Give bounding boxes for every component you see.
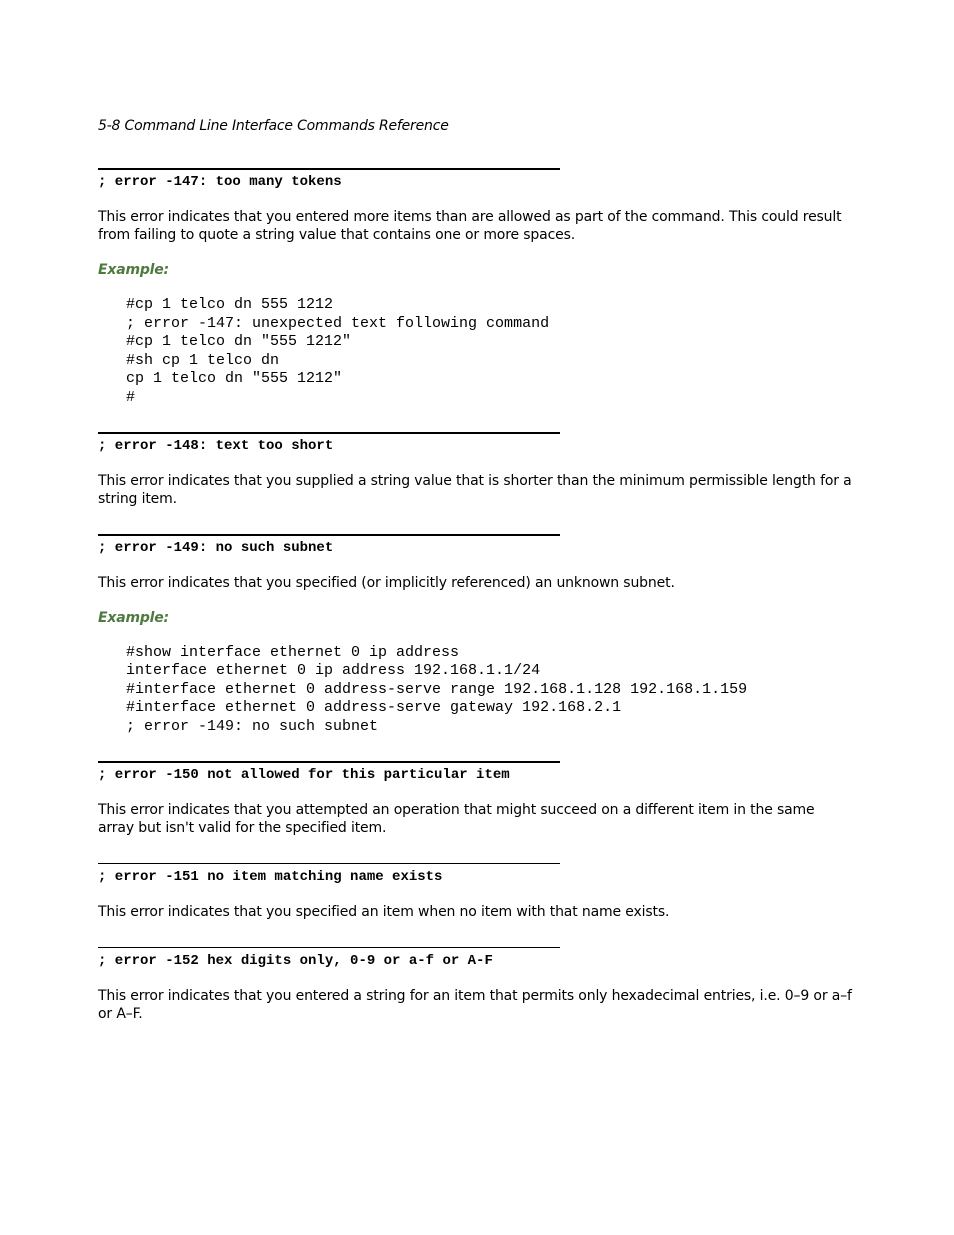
code-line: ; error -149: no such subnet <box>126 717 379 735</box>
error-description: This error indicates that you attempted an operation that might succeed on a different item in the same array but isn't valid for the specified item. <box>98 801 815 836</box>
error-description: This error indicates that you specified (or implicitly referenced) an unknown subnet. <box>98 574 675 591</box>
code-line: #interface ethernet 0 address-serve gateway 192.168.2.1 <box>126 699 622 717</box>
code-example <box>126 296 854 408</box>
error-heading: ; error -147: too many tokens <box>98 168 560 190</box>
section-error-147 <box>98 168 854 408</box>
running-head: 5-8 Command Line Interface Commands Reference <box>98 118 449 134</box>
error-heading: ; error -150 not allowed for this particular item <box>98 761 560 783</box>
error-heading: ; error -152 hex digits only, 0-9 or a-f or A-F <box>98 947 560 969</box>
document-page <box>98 118 854 1023</box>
section-error-151 <box>98 863 854 921</box>
error-heading: ; error -149: no such subnet <box>98 534 560 556</box>
code-line: #cp 1 telco dn 555 1212 <box>126 296 334 313</box>
example-label: Example: <box>98 609 169 626</box>
error-description: This error indicates that you entered a string for an item that permits only hexadecimal entries, i.e. 0–9 or a–f or A–F. <box>98 987 852 1022</box>
error-description: This error indicates that you supplied a string value that is shorter than the minimum permissible length for a string item. <box>98 472 852 507</box>
code-example <box>126 644 854 737</box>
error-description: This error indicates that you specified an item when no item with that name exists. <box>98 903 670 920</box>
code-line: #sh cp 1 telco dn <box>126 351 280 369</box>
example-label: Example: <box>98 262 169 278</box>
error-heading: ; error -151 no item matching name exists <box>98 863 560 885</box>
section-error-148 <box>98 432 854 508</box>
section-error-152 <box>98 947 854 1023</box>
code-line: interface ethernet 0 ip address 192.168.1.1/24 <box>126 662 541 680</box>
code-line: # <box>126 388 136 406</box>
error-heading: ; error -148: text too short <box>98 432 560 454</box>
section-error-149 <box>98 534 854 737</box>
error-description: This error indicates that you entered more items than are allowed as part of the command. This could result from failing to quote a string value that contains one or more spaces. <box>98 209 842 243</box>
code-line: ; error -147: unexpected text following command <box>126 314 550 332</box>
section-error-150 <box>98 761 854 837</box>
code-line: cp 1 telco dn "555 1212" <box>126 370 343 388</box>
code-line: #cp 1 telco dn "555 1212" <box>126 333 352 351</box>
code-line: #interface ethernet 0 address-serve range 192.168.1.128 192.168.1.159 <box>126 680 748 698</box>
code-line: #show interface ethernet 0 ip address <box>126 643 460 661</box>
